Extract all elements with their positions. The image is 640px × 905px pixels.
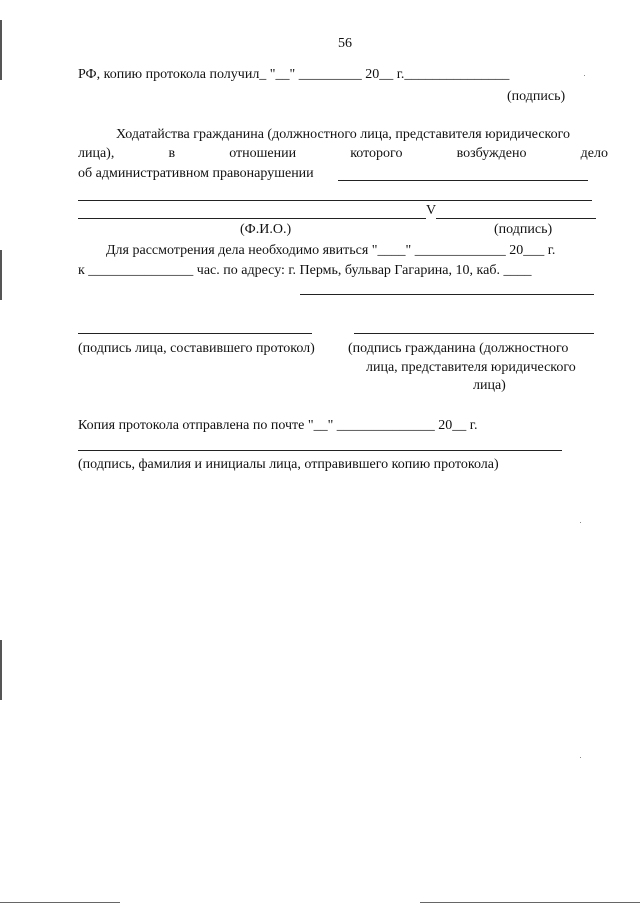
mailing-line: Копия протокола отправлена по почте "__" ______________ 20__ г.: [78, 418, 478, 433]
petition-signature-caption: (подпись): [494, 222, 553, 237]
citizen-signature-caption-2: лица, представителя юридического: [366, 360, 576, 375]
petition-word: в: [168, 146, 176, 161]
petition-line-3: об административном правонарушении: [78, 166, 314, 181]
scan-edge-mark: [0, 250, 2, 300]
petition-line-1: Ходатайства гражданина (должностного лица, представителя юридического: [116, 127, 571, 142]
petition-word: лица),: [78, 146, 115, 161]
scan-bottom-line: [0, 902, 120, 903]
mailing-signature-line: [78, 450, 562, 451]
scan-bottom-line: [420, 902, 640, 903]
petition-word: которого: [350, 146, 403, 161]
drafter-signature-caption: (подпись лица, составившего протокол): [78, 341, 315, 356]
drafter-signature-line: [78, 333, 312, 334]
receipt-line: РФ, копию протокола получил_ "__" _________ 20__ г._______________: [78, 67, 510, 82]
petition-fill-line: [78, 200, 592, 201]
appearance-line-1: Для рассмотрения дела необходимо явиться "____" _____________ 20___ г.: [106, 243, 556, 258]
fio-fill-line: [78, 218, 426, 219]
petition-word: отношении: [229, 146, 297, 161]
scan-speck: [580, 522, 581, 523]
petition-fill-line: [338, 180, 588, 181]
receipt-signature-caption: (подпись): [507, 89, 566, 104]
petition-line-2: [78, 146, 608, 162]
v-mark: V: [426, 203, 437, 218]
citizen-signature-caption-1: (подпись гражданина (должностного: [348, 341, 569, 356]
scan-speck: [580, 757, 581, 758]
page-number: 56: [338, 36, 352, 51]
fio-caption: (Ф.И.О.): [240, 222, 292, 237]
scan-edge-mark: [0, 640, 2, 700]
citizen-signature-line: [354, 333, 594, 334]
appearance-fill-line: [300, 294, 594, 295]
petition-signature-fill-line: [436, 218, 596, 219]
citizen-signature-caption-3: лица): [473, 378, 506, 393]
mailing-caption: (подпись, фамилия и инициалы лица, отправившего копию протокола): [78, 457, 499, 472]
petition-word: дело: [580, 146, 608, 161]
appearance-line-2: к _______________ час. по адресу: г. Пермь, бульвар Гагарина, 10, каб. ____: [78, 263, 532, 278]
petition-word: возбуждено: [456, 146, 527, 161]
scan-edge-mark: [0, 20, 2, 80]
scan-speck: [584, 75, 585, 76]
